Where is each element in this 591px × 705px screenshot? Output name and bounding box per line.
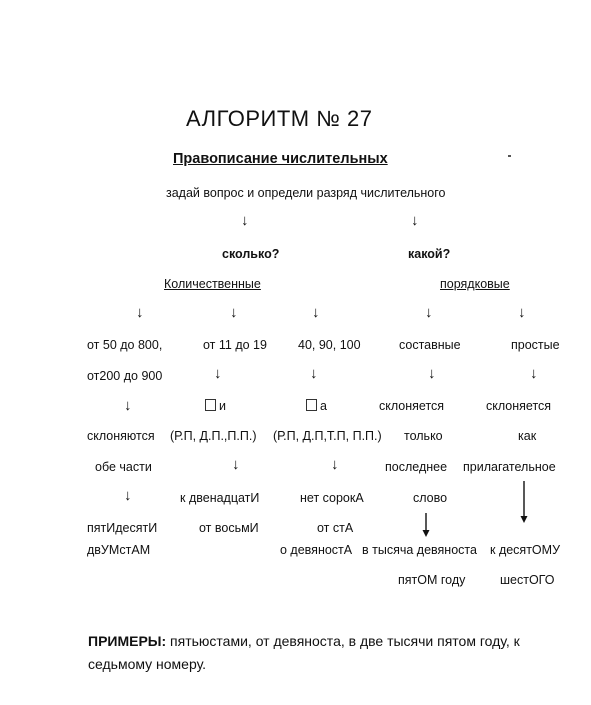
arrow-col4-mid: ↓ (428, 365, 436, 382)
col3-rule-cases: (Р.П, Д.П,Т.П, П.П.) (273, 429, 382, 443)
arrow-col2-top: ↓ (230, 304, 238, 321)
col1-rule-line1: склоняются (87, 429, 155, 443)
arrow-col3-low: ↓ (331, 456, 339, 473)
question-how-many: сколько? (222, 247, 280, 261)
col2-rule-letter-text: и (219, 399, 226, 413)
col5-rule-line1: склоняется (486, 399, 552, 413)
arrow-to-how-many: ↓ (241, 212, 249, 229)
col2-example-line1: к двенадцатИ (180, 491, 260, 505)
category-ordinal: порядковые (440, 277, 510, 291)
arrow-col1-top: ↓ (136, 304, 144, 321)
arrow-col2-mid: ↓ (214, 365, 222, 382)
col3-example-line2: от стА (317, 521, 354, 535)
arrow-to-which: ↓ (411, 212, 419, 229)
col1-rule-line2: обе части (95, 460, 152, 474)
arrow-col1-mid: ↓ (124, 397, 132, 414)
col5-rule-line2: как (518, 429, 537, 443)
col1-example-line2: двУМстАМ (87, 543, 151, 557)
col1-label-line1: от 50 до 800, (87, 338, 163, 352)
question-which: какой? (408, 247, 451, 261)
arrow-col2-low: ↓ (232, 456, 240, 473)
col5-label: простые (511, 338, 560, 352)
col2-example-line2: от восьмИ (199, 521, 259, 535)
col2-rule-cases: (Р.П, Д.П.,П.П.) (170, 429, 257, 443)
arrow-col5-mid: ↓ (530, 365, 538, 382)
col4-example-line1: в тысяча девяноста (362, 543, 477, 557)
col4-example-line2: пятОМ году (398, 573, 466, 587)
col1-label-line2: от200 до 900 (87, 369, 163, 383)
examples-lead: ПРИМЕРЫ: (88, 633, 167, 649)
arrow-col5-long (521, 481, 528, 523)
instruction-text: задай вопрос и определи разряд числительного (166, 186, 446, 200)
col5-rule-line3: прилагательное (463, 460, 556, 474)
arrow-col4-long (423, 513, 430, 537)
arrow-col3-top: ↓ (312, 304, 320, 321)
col3-label: 40, 90, 100 (298, 338, 361, 352)
col4-rule-line2: только (404, 429, 443, 443)
page-title: АЛГОРИТМ № 27 (186, 106, 373, 131)
examples-text: пятьюстами, от девяноста, в две тысячи пятом году, к седьмому номеру. (88, 633, 520, 672)
arrow-col5-top: ↓ (518, 304, 526, 321)
col4-rule-line4: слово (413, 491, 448, 505)
col2-label: от 11 до 19 (203, 338, 267, 352)
col3-example-line1: нет сорокА (300, 491, 364, 505)
arrow-col4-long-head (423, 530, 430, 537)
arrow-col3-mid: ↓ (310, 365, 318, 382)
examples-paragraph (88, 630, 568, 676)
col4-rule-line1: склоняется (379, 399, 445, 413)
col4-label: составные (399, 338, 461, 352)
col3-example-line3: о девяностА (280, 543, 353, 557)
col5-example-line1: к десятОМУ (490, 543, 561, 557)
arrow-col1-low: ↓ (124, 487, 132, 504)
col4-rule-line3: последнее (385, 460, 448, 474)
col5-example-line2: шестОГО (500, 573, 555, 587)
page-subtitle: Правописание числительных (173, 151, 388, 167)
arrow-col4-top: ↓ (425, 304, 433, 321)
col1-example-line1: пятИдесятИ (87, 521, 158, 535)
col3-rule-letter-text: а (320, 399, 327, 413)
arrow-col5-long-head (521, 516, 528, 523)
category-cardinal: Количественные (164, 277, 261, 291)
